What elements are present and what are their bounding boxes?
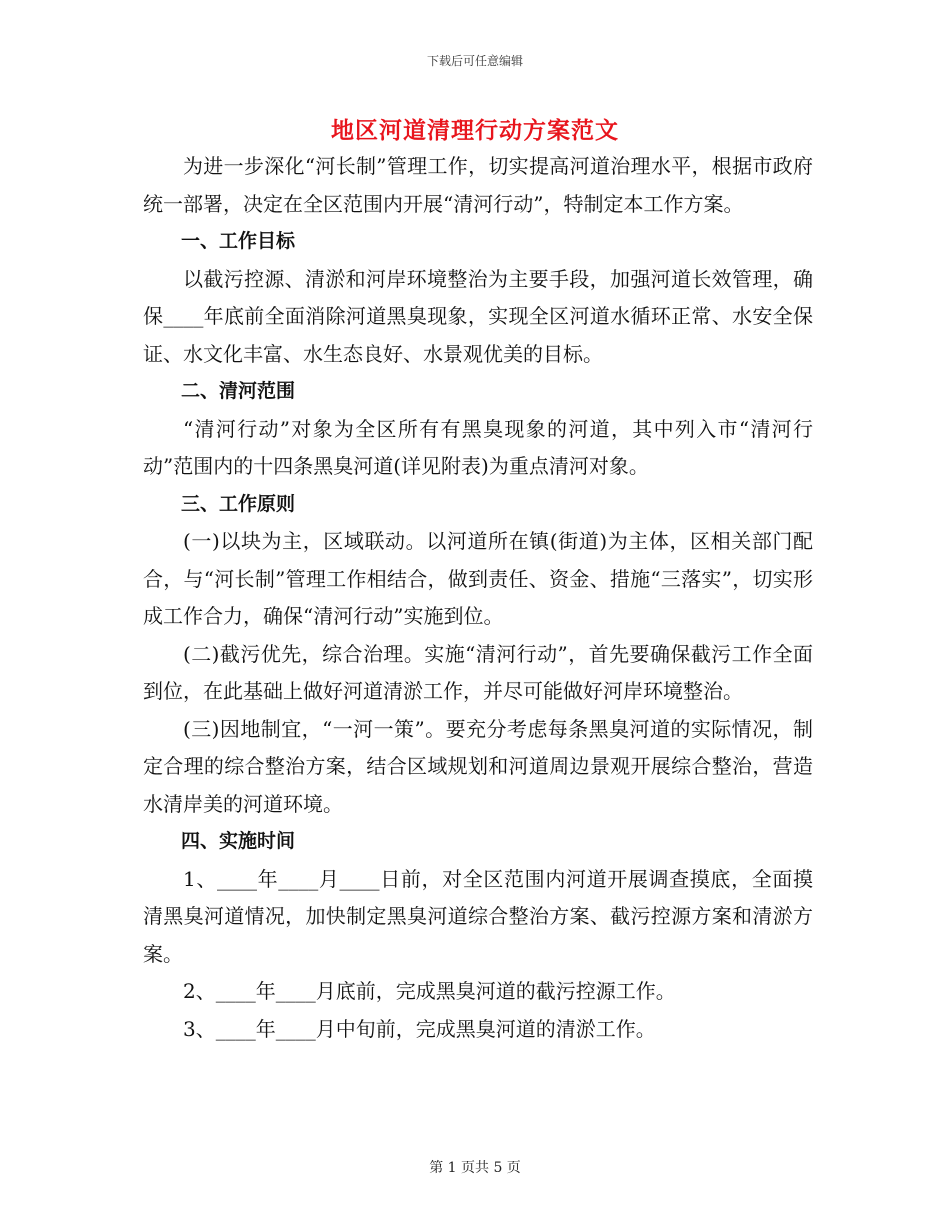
document-body [143, 148, 813, 1048]
principle-paragraph-2: (二)截污优先，综合治理。实施“清河行动”，首先要确保截污工作全面到位，在此基础上做好河道清淤工作，并尽可能做好河岸环境整治。 [143, 641, 813, 703]
intro-paragraph: 为进一步深化“河长制”管理工作，切实提高河道治理水平，根据市政府统一部署，决定在全区范围内开展“清河行动”，特制定本工作方案。 [143, 154, 813, 216]
section-heading-principles: 三、工作原则 [181, 492, 296, 515]
section-heading-goals: 一、工作目标 [181, 230, 296, 252]
section-heading-scope: 二、清河范围 [181, 380, 296, 402]
section-heading-schedule: 四、实施时间 [181, 830, 296, 852]
goals-paragraph: 以截污控源、清淤和河岸环境整治为主要手段，加强河道长效管理，确保____年底前全面消除河道黑臭现象，实现全区河道水循环正常、水安全保证、水文化丰富、水生态良好、水景观优美的目标。 [143, 266, 813, 366]
document-title: 地区河道清理行动方案范文 [331, 117, 619, 144]
schedule-item-1: 1、____年____月____日前，对全区范围内河道开展调查摸底，全面摸清黑臭河道情况，加快制定黑臭河道综合整治方案、截污控源方案和清淤方案。 [143, 866, 813, 966]
schedule-item-2: 2、____年____月底前，完成黑臭河道的截污控源工作。 [183, 979, 676, 1003]
scope-paragraph: “清河行动”对象为全区所有有黑臭现象的河道，其中列入市“清河行动”范围内的十四条黑臭河道(详见附表)为重点清河对象。 [143, 416, 813, 478]
page-number-footer: 第 1 页共 5 页 [429, 1160, 521, 1176]
schedule-item-3: 3、____年____月中旬前，完成黑臭河道的清淤工作。 [183, 1016, 656, 1041]
header-note: 下载后可任意编辑 [426, 54, 523, 68]
principle-paragraph-1: (一)以块为主，区域联动。以河道所在镇(街道)为主体，区相关部门配合，与“河长制”管理工作相结合，做到责任、资金、措施“三落实”，切实形成工作合力，确保“清河行动”实施到位。 [143, 529, 813, 628]
principle-paragraph-3: (三)因地制宜，“一河一策”。要充分考虑每条黑臭河道的实际情况，制定合理的综合整治方案，结合区域规划和河道周边景观开展综合整治，营造水清岸美的河道环境。 [143, 716, 813, 816]
